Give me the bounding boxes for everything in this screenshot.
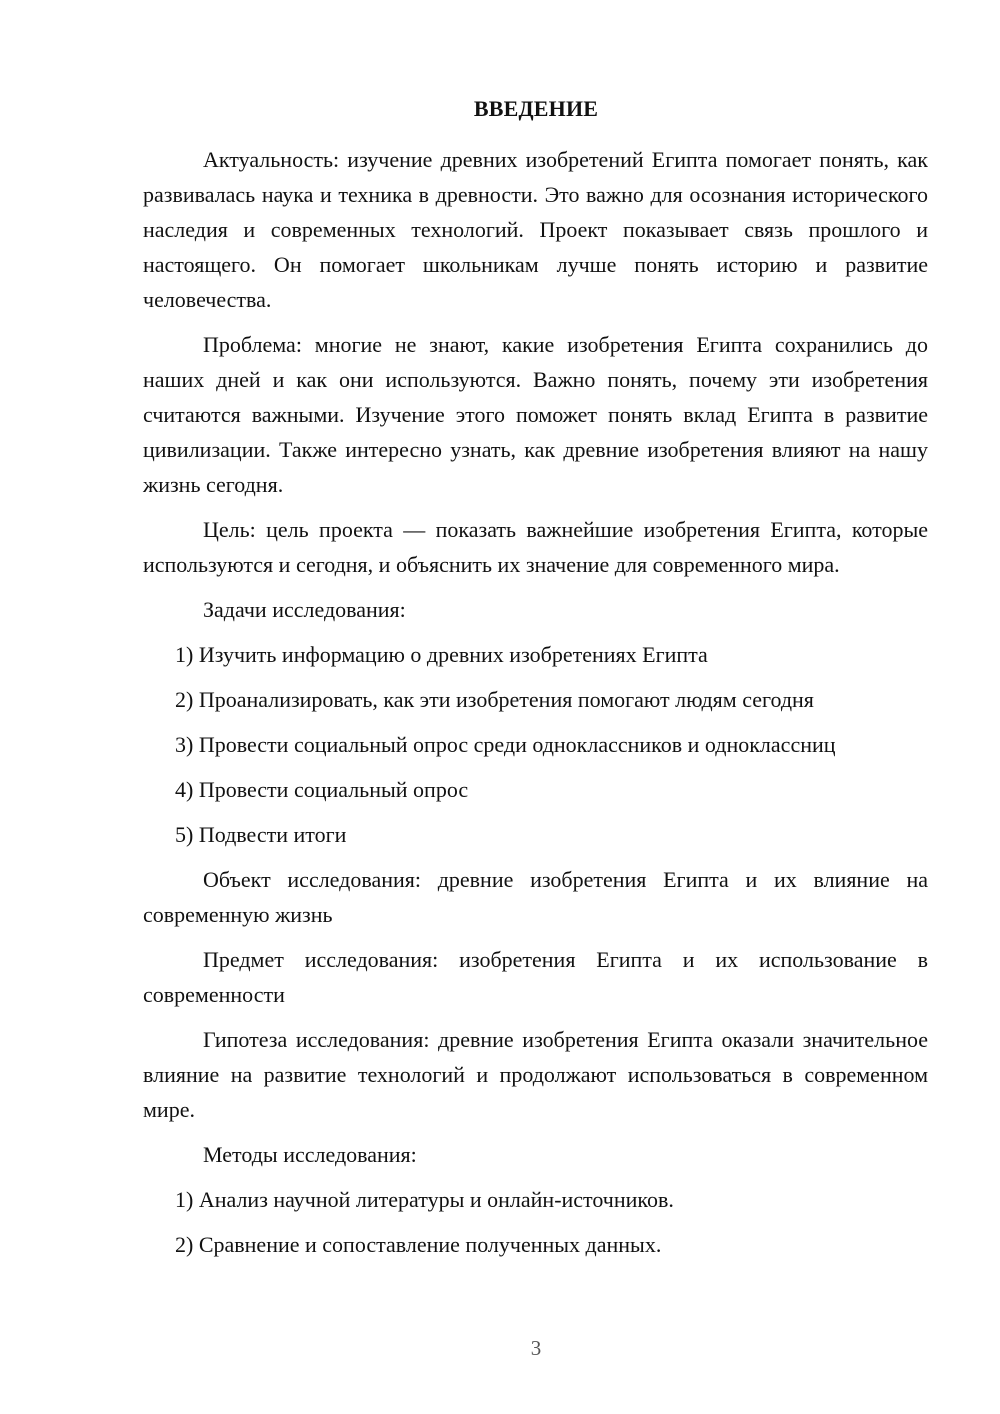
page-body — [143, 142, 928, 1272]
tasks-label: Задачи исследования: — [203, 597, 406, 622]
hypothesis-paragraph: Гипотеза исследования: древние изобретения Египта оказали значительное влияние на развитие технологий и продолжают использоваться в современном мире. — [143, 1027, 928, 1122]
methods-list — [143, 1182, 928, 1262]
list-item: 1) Анализ научной литературы и онлайн-источников. — [175, 1187, 674, 1212]
subject-paragraph: Предмет исследования: изобретения Египта и их использование в современности — [143, 947, 928, 1007]
page-number: 3 — [530, 1336, 542, 1360]
list-item: 2) Сравнение и сопоставление полученных данных. — [175, 1232, 662, 1257]
tasks-list — [143, 637, 928, 852]
list-item: 3) Провести социальный опрос среди одноклассников и одноклассниц — [175, 732, 836, 757]
object-paragraph: Объект исследования: древние изобретения Египта и их влияние на современную жизнь — [143, 867, 928, 927]
problem-paragraph: Проблема: многие не знают, какие изобретения Египта сохранились до наших дней и как они используются. Важно понять, почему эти изобретения считаются важными. Изучение этого поможет понять вклад Египта в развитие цивилизации. Также интересно узнать, как древние изобретения влияют на нашу жизнь сегодня. — [143, 332, 928, 497]
list-item: 5) Подвести итоги — [175, 822, 347, 847]
list-item: 4) Провести социальный опрос — [175, 777, 469, 802]
list-item: 2) Проанализировать, как эти изобретения помогают людям сегодня — [175, 687, 814, 712]
list-item: 1) Изучить информацию о древних изобретениях Египта — [175, 642, 708, 667]
page-title: ВВЕДЕНИЕ — [473, 96, 599, 121]
methods-label: Методы исследования: — [203, 1142, 417, 1167]
goal-paragraph: Цель: цель проекта — показать важнейшие изобретения Египта, которые используются и сегодня, и объяснить их значение для современного мира. — [143, 517, 928, 577]
relevance-paragraph: Актуальность: изучение древних изобретений Египта помогает понять, как развивалась наука и техника в древности. Это важно для осознания исторического наследия и современных технологий. Проект показывает связь прошлого и настоящего. Он помогает школьникам лучше понять историю и развитие человечества. — [143, 147, 928, 312]
